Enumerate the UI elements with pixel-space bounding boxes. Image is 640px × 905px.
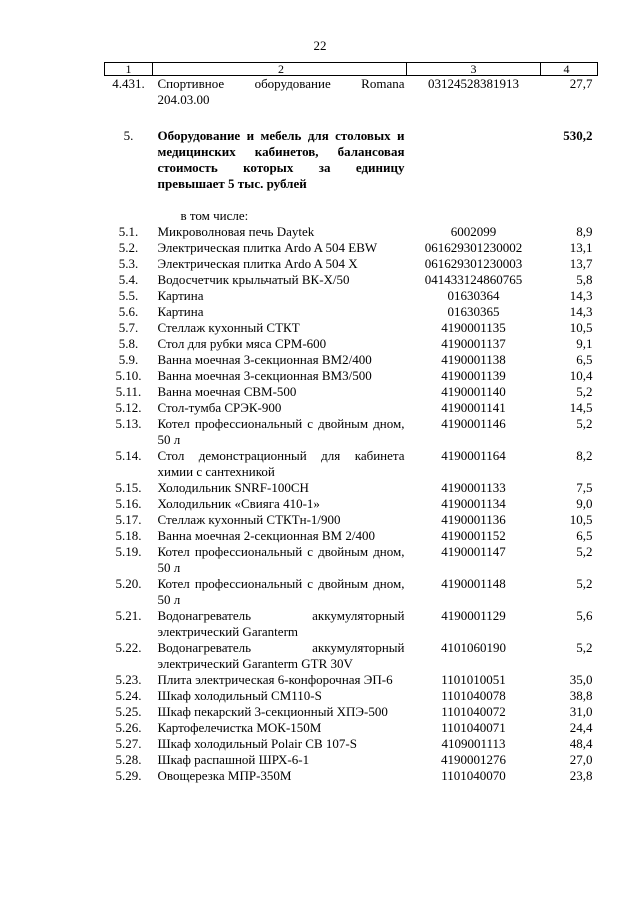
table-row [105,752,598,768]
table-row [105,304,598,320]
row-code: 01630365 [447,304,500,319]
section-value: 530,2 [563,128,593,143]
row-code: 4190001129 [441,608,506,623]
row-number: 5.8. [118,336,139,351]
row-number: 5.24. [115,688,142,703]
row-number: 5.26. [115,720,142,735]
row-name: Стол демонстрационный для кабинета химии с сантехникой [157,448,405,479]
row-value: 5,8 [576,272,593,287]
table-row [105,688,598,704]
row-value: 10,4 [569,368,593,383]
row-name: Стол-тумба СРЭК-900 [157,400,282,415]
row-code: 1101040071 [441,720,506,735]
row-code: 03124528381913 [428,76,519,91]
row-name: Котел профессиональный с двойным дном, 50 л [157,576,405,607]
table-row [105,256,598,272]
table-row [105,384,598,400]
table-row [105,240,598,256]
row-name: Электрическая плитка Ardo A 504 X [157,256,358,271]
row-name: Водонагреватель аккумуляторный электрический Garanterm [157,608,405,639]
row-code: 6002099 [450,224,497,239]
row-code: 4190001134 [441,496,506,511]
row-number: 5.29. [115,768,142,783]
row-number: 5.9. [118,352,139,367]
row-number: 4.431. [112,76,145,91]
row-name: Стеллаж кухонный СТКТ [157,320,300,335]
row-number: 5.18. [115,528,142,543]
table-row [105,480,598,496]
table-row [105,224,598,240]
row-number: 5.16. [115,496,142,511]
table-row [105,768,598,784]
row-number: 5.14. [115,448,142,463]
table-row [105,608,598,640]
row-value: 8,2 [576,448,593,463]
row-number: 5.2. [118,240,139,255]
row-code: 4190001136 [441,512,506,527]
table-header-row [105,63,598,76]
table-row [105,736,598,752]
row-number: 5.7. [118,320,139,335]
row-code: 4190001147 [441,544,506,559]
row-value: 14,3 [569,288,593,303]
row-number: 5.25. [115,704,142,719]
row-value: 5,6 [576,608,593,623]
row-name: Водосчетчик крыльчатый ВК-X/50 [157,272,350,287]
row-number: 5.4. [118,272,139,287]
row-name: Ванна моечная 2-секционная ВМ 2/400 [157,528,375,543]
row-value: 38,8 [569,688,593,703]
row-number: 5.15. [115,480,142,495]
row-name: Плита электрическая 6-конфорочная ЭП-6 [157,672,393,687]
row-value: 35,0 [569,672,593,687]
table-row [105,704,598,720]
row-value: 5,2 [576,576,593,591]
including-label: в том числе: [180,208,249,223]
row-code: 1101040072 [441,704,506,719]
row-number: 5.5. [118,288,139,303]
header-col-2: 2 [153,63,407,76]
table-row [105,448,598,480]
row-code: 4190001140 [441,384,506,399]
row-value: 27,7 [569,76,593,91]
row-code: 4109001113 [441,736,506,751]
row-name: Ванна моечная 3-секционная ВМ2/400 [157,352,372,367]
row-number: 5.17. [115,512,142,527]
row-value: 8,9 [576,224,593,239]
row-code: 4190001146 [441,416,506,431]
row-code: 4190001141 [441,400,506,415]
row-value: 5,2 [576,384,593,399]
row-number: 5.19. [115,544,142,559]
row-code: 01630364 [447,288,500,303]
row-value: 13,7 [569,256,593,271]
row-value: 6,5 [576,528,593,543]
row-number: 5.12. [115,400,142,415]
section-title: Оборудование и мебель для столовых и медицинских кабинетов, балансовая стоимость которых за единицу превышает 5 тыс. рублей [157,128,405,191]
row-name: Спортивное оборудование Romana 204.03.00 [157,76,405,107]
row-name: Стол для рубки мяса СРМ-600 [157,336,327,351]
row-value: 7,5 [576,480,593,495]
row-code: 041433124860765 [424,272,523,287]
row-number: 5.13. [115,416,142,431]
including-row [105,192,598,224]
table-row [105,76,598,109]
table-row [105,336,598,352]
row-code: 061629301230003 [424,256,523,271]
row-code: 4190001135 [441,320,506,335]
table-row [105,672,598,688]
row-code: 4190001139 [441,368,506,383]
section-number: 5. [123,128,134,143]
table-row [105,416,598,448]
row-code: 4190001137 [441,336,506,351]
page-number: 22 [313,38,327,53]
row-code: 1101040078 [441,688,506,703]
row-value: 31,0 [569,704,593,719]
row-name: Ванна моечная 3-секционная ВМ3/500 [157,368,372,383]
row-value: 14,5 [569,400,593,415]
table-row [105,288,598,304]
row-name: Картина [157,288,204,303]
row-value: 14,3 [569,304,593,319]
row-code: 1101040070 [441,768,506,783]
header-col-4: 4 [541,63,598,76]
row-value: 6,5 [576,352,593,367]
inventory-table [104,62,598,784]
row-name: Ванна моечная СВМ-500 [157,384,297,399]
row-name: Микроволновая печь Daytek [157,224,315,239]
row-value: 13,1 [569,240,593,255]
row-name: Картофелечистка МОК-150М [157,720,322,735]
row-number: 5.21. [115,608,142,623]
row-name: Стеллаж кухонный СТКТн-1/900 [157,512,341,527]
row-number: 5.11. [115,384,142,399]
row-value: 48,4 [569,736,593,751]
row-name: Шкаф холодильный Polair CB 107-S [157,736,357,751]
row-number: 5.1. [118,224,139,239]
row-value: 5,2 [576,544,593,559]
row-number: 5.20. [115,576,142,591]
table-row [105,400,598,416]
section-row [105,108,598,192]
table-row [105,640,598,672]
row-value: 10,5 [569,320,593,335]
row-value: 5,2 [576,640,593,655]
table-row [105,272,598,288]
row-code: 4190001152 [441,528,506,543]
row-number: 5.10. [115,368,142,383]
row-value: 9,0 [576,496,593,511]
table-row [105,496,598,512]
row-number: 5.27. [115,736,142,751]
row-number: 5.28. [115,752,142,767]
row-name: Котел профессиональный с двойным дном, 50 л [157,544,405,575]
row-number: 5.3. [118,256,139,271]
row-code: 1101010051 [441,672,506,687]
row-code: 4190001138 [441,352,506,367]
row-name: Холодильник SNRF-100CH [157,480,309,495]
row-value: 10,5 [569,512,593,527]
table-row [105,368,598,384]
row-value: 27,0 [569,752,593,767]
row-number: 5.22. [115,640,142,655]
row-value: 23,8 [569,768,593,783]
row-number: 5.6. [118,304,139,319]
header-col-3: 3 [407,63,541,76]
section-code [407,108,541,192]
row-value: 9,1 [576,336,593,351]
table-row [105,720,598,736]
row-code: 4101060190 [441,640,506,655]
header-col-1: 1 [105,63,153,76]
table-row [105,352,598,368]
row-name: Котел профессиональный с двойным дном, 50 л [157,416,405,447]
row-name: Картина [157,304,204,319]
row-code: 4190001164 [441,448,506,463]
row-name: Шкаф пекарский 3-секционный ХПЭ-500 [157,704,388,719]
row-name: Овощерезка МПР-350М [157,768,292,783]
table-row [105,512,598,528]
row-code: 4190001133 [441,480,506,495]
row-code: 4190001148 [441,576,506,591]
row-name: Холодильник «Свияга 410-1» [157,496,320,511]
row-value: 24,4 [569,720,593,735]
row-number: 5.23. [115,672,142,687]
table-row [105,544,598,576]
row-name: Шкаф распашной ШРХ-6-1 [157,752,310,767]
row-code: 061629301230002 [424,240,523,255]
row-name: Водонагреватель аккумуляторный электрический Garanterm GTR 30V [157,640,405,671]
table-row [105,320,598,336]
row-code: 4190001276 [441,752,506,767]
row-value: 5,2 [576,416,593,431]
table-row [105,576,598,608]
table-row [105,528,598,544]
row-name: Электрическая плитка Ardo A 504 EBW [157,240,378,255]
row-name: Шкаф холодильный СМ110-S [157,688,322,703]
